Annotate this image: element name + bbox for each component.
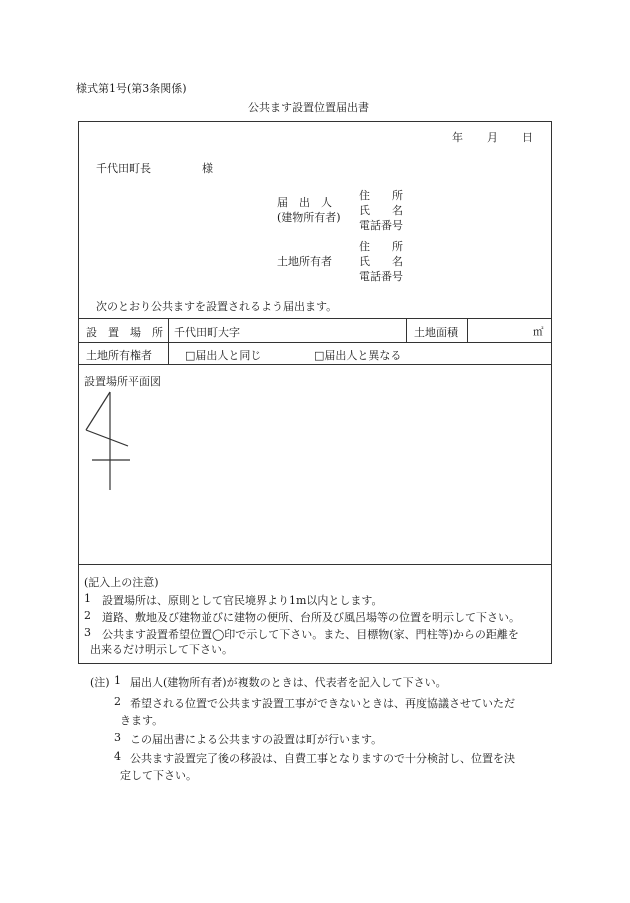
row-divider [78,564,552,565]
addressee-honorific: 様 [202,162,213,175]
date-day: 日 [522,131,533,144]
note-text-continued: 出来るだけ明示して下さい。 [90,643,233,656]
page-title: 公共ます設置位置届出書 [248,101,369,114]
landowner-phone-label: 電話番号 [359,270,403,283]
statement: 次のとおり公共ますを設置されるよう届出ます。 [96,300,338,313]
owner-option-different[interactable]: □届出人と異なる [314,349,402,362]
row-divider [78,342,552,343]
location-value[interactable]: 千代田町大字 [174,326,240,339]
footnotes-prefix: (注) [90,676,110,689]
note-number: 2 [84,609,91,622]
footnote-text-continued: きます。 [120,714,164,727]
addressee-name: 千代田町長 [96,162,151,175]
footnote-text: 希望される位置で公共ます設置工事ができないときは、再度協議させていただ [130,697,515,710]
applicant-sublabel: (建物所有者) [277,211,341,224]
column-divider [168,342,169,364]
note-text: 公共ます設置希望位置◯印で示して下さい。また、目標物(家、門柱等)からの距離を [102,628,519,641]
footnote-number: 4 [114,750,121,763]
applicant-address-label: 住 所 [359,189,403,202]
footnote-text: この届出書による公共ますの設置は町が行います。 [130,733,383,746]
form-id: 様式第1号(第3条関係) [76,82,187,95]
owner-option-same[interactable]: □届出人と同じ [185,349,262,362]
area-label: 土地面積 [414,326,458,339]
footnote-text: 公共ます設置完了後の移設は、自費工事となりますので十分検討し、位置を決 [130,752,515,765]
footnote-number: 1 [114,674,121,687]
note-text: 道路、敷地及び建物並びに建物の便所、台所及び風呂場等の位置を明示して下さい。 [102,611,520,624]
date-month: 月 [487,131,498,144]
notes-title: (記入上の注意) [84,576,159,589]
footnote-text-continued: 定して下さい。 [120,769,197,782]
date-year: 年 [452,131,463,144]
note-text: 設置場所は、原則として官民境界より1m以内とします。 [102,594,383,607]
plan-label: 設置場所平面図 [84,375,161,388]
note-number: 3 [84,626,91,639]
landowner-name-label: 氏 名 [359,255,403,268]
column-divider [168,318,169,342]
footnote-number: 2 [114,695,121,708]
landowner-label: 土地所有者 [277,255,332,268]
north-arrow-icon [84,390,134,492]
applicant-name-label: 氏 名 [359,204,403,217]
footnote-text: 届出人(建物所有者)が複数のときは、代表者を記入して下さい。 [130,676,447,689]
row-divider [78,318,552,319]
note-number: 1 [84,592,91,605]
area-unit: ㎡ [533,326,544,338]
landowner-address-label: 住 所 [359,240,403,253]
column-divider [467,318,468,342]
applicant-phone-label: 電話番号 [359,219,403,232]
owner-label: 土地所有権者 [86,349,152,362]
row-divider [78,364,552,365]
location-label: 設 置 場 所 [86,326,163,339]
footnote-number: 3 [114,731,121,744]
column-divider [406,318,407,342]
applicant-label: 届 出 人 [277,196,332,209]
